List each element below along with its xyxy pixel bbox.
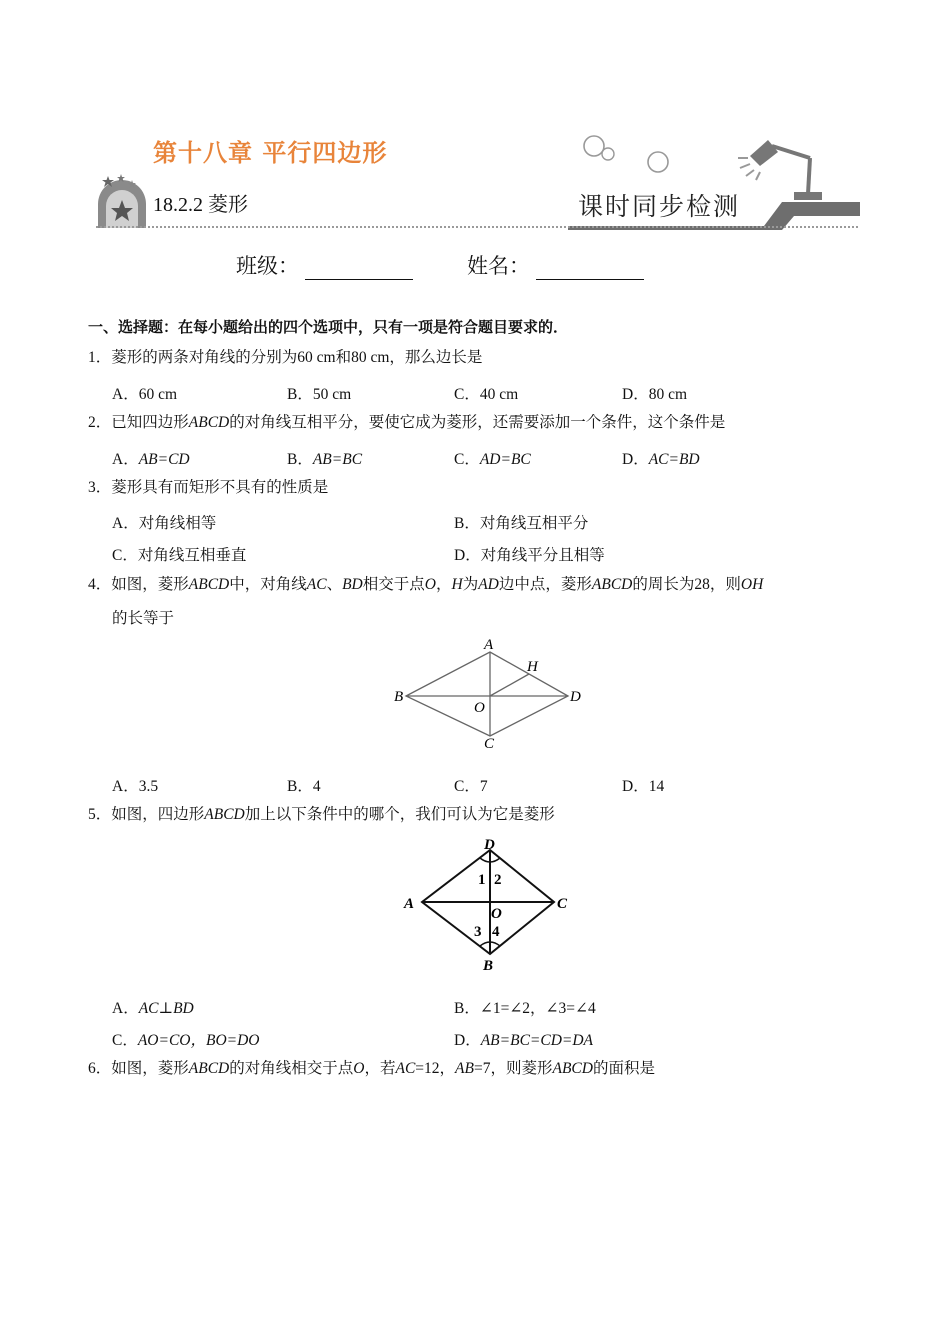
label-b: B [394,689,404,705]
q4-option-c[interactable]: C．7 [454,778,488,795]
label-c: C [557,896,568,912]
quadrilateral-figure [400,834,580,976]
question-text: 菱形的两条对角线的分别为60 cm和80 cm，那么边长是 [111,349,483,366]
class-label: 班级： [236,254,299,278]
label-a: A [404,896,415,912]
q2-option-d[interactable]: D．AC=BD [622,451,700,468]
q5-option-c[interactable]: C．AO=CO，BO=DO [112,1032,260,1049]
name-label: 姓名： [467,254,530,278]
angle-1: 1 [478,872,486,888]
q5-figure [400,834,580,981]
section-title: 18.2.2 菱形 [153,194,248,216]
q5-option-a[interactable]: A．AC⊥BD [112,1000,194,1017]
q1-option-a[interactable]: A．60 cm [112,386,178,403]
label-a: A [484,637,494,653]
angle-2: 2 [494,872,502,888]
label-h: H [527,659,538,675]
q1-option-c[interactable]: C．40 cm [454,386,519,403]
q3-option-a[interactable]: A．对角线相等 [112,515,217,532]
class-blank[interactable] [305,257,413,280]
q4-option-a[interactable]: A．3.5 [112,778,159,795]
bubbles-icon [582,134,672,184]
label-o: O [474,700,485,716]
name-blank[interactable] [536,257,644,280]
q2-option-a[interactable]: A．AB=CD [112,451,190,468]
banner-logo [94,170,150,230]
q5-option-d[interactable]: D．AB=BC=CD=DA [454,1032,594,1049]
rhombus-figure [390,634,590,754]
banner-divider [96,226,858,231]
label-c: C [484,736,495,752]
class-field[interactable] [236,250,413,280]
question-1: 1．菱形的两条对角线的分别为60 cm和80 cm，那么边长是 [88,349,483,366]
question-2: 2．已知四边形ABCD的对角线互相平分，要使它成为菱形，还需要添加一个条件，这个条件是 [88,414,726,431]
name-field[interactable] [467,250,644,280]
angle-3: 3 [474,924,482,940]
q3-option-c[interactable]: C．对角线互相垂直 [112,547,247,564]
q3-option-b[interactable]: B．对角线互相平分 [454,515,589,532]
q1-option-d[interactable]: D．80 cm [622,386,688,403]
q2-option-c[interactable]: C．AD=BC [454,451,531,468]
question-6: 6．如图，菱形ABCD的对角线相交于点O，若AC=12，AB=7，则菱形ABCD的面积是 [88,1060,655,1077]
label-d: D [484,837,495,853]
question-4: 4．如图，菱形ABCD中，对角线AC、BD相交于点O，H为AD边中点，菱形ABCD的周长为28，则OH [88,576,764,593]
question-5: 5．如图，四边形ABCD加上以下条件中的哪个，我们可认为它是菱形 [88,806,555,823]
q3-option-d[interactable]: D．对角线平分且相等 [454,547,605,564]
q4-figure [390,634,590,759]
chapter-title: 第十八章 平行四边形 [153,139,388,167]
q4-option-b[interactable]: B．4 [287,778,321,795]
question-4-line2: 的长等于 [112,610,175,627]
q4-option-d[interactable]: D．14 [622,778,665,795]
sync-test-label: 课时同步检测 [578,192,741,221]
label-b: B [483,958,494,974]
bubbles-decoration [582,134,672,189]
star-badge-icon [94,170,150,230]
section-heading: 一、选择题：在每小题给出的四个选项中，只有一项是符合题目要求的． [88,318,569,336]
q5-option-b[interactable]: B．∠1=∠2，∠3=∠4 [454,1000,596,1017]
q2-option-b[interactable]: B．AB=BC [287,451,363,468]
angle-4: 4 [492,924,500,940]
q1-option-b[interactable]: B．50 cm [287,386,352,403]
label-d: D [570,689,581,705]
question-3: 3．菱形具有而矩形不具有的性质是 [88,479,329,496]
label-o: O [491,906,502,922]
